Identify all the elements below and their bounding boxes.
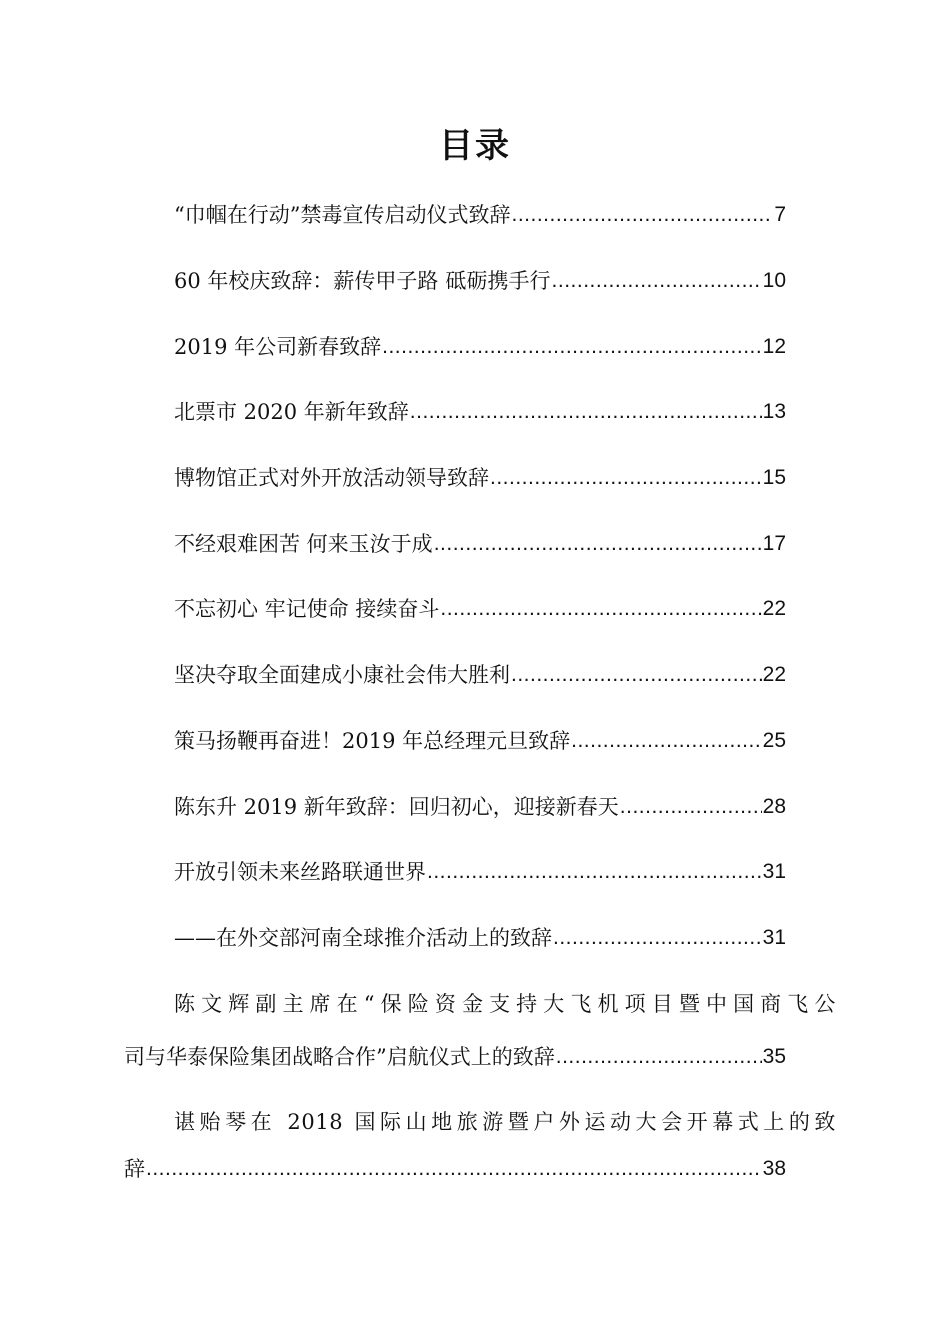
toc-page-number: 22 [762,597,786,620]
toc-page-number: 7 [774,203,786,226]
toc-entry-title-line2: 司与华泰保险集团战略合作”启航仪式上的致辞 [124,1045,555,1069]
toc-page-number: 35 [762,1045,786,1068]
toc-page-number: 17 [762,532,786,555]
toc-page-number: 10 [762,269,786,292]
toc-entry[interactable] [124,1152,786,1186]
leader-dots [410,395,762,429]
toc-entry[interactable] [124,1040,786,1074]
toc-page-number: 38 [762,1157,786,1180]
toc-page-number: 31 [762,926,786,949]
leader-dots [556,1040,762,1074]
leader-dots [434,527,762,561]
leader-dots [427,855,762,889]
toc-entry-title: 博物馆正式对外开放活动领导致辞 [174,466,489,490]
page-title: 目录 [439,126,511,166]
leader-dots [620,790,762,824]
toc-entry-title: 2019 年公司新春致辞 [174,335,382,359]
toc-entry-title: 陈东升 2019 新年致辞：回归初心，迎接新春天 [174,795,619,819]
toc-entry-title-line1[interactable]: 谌贻琴在 2018 国际山地旅游暨户外运动大会开幕式上的致 [174,1110,836,1134]
toc-entry-title: 不经艰难困苦 何来玉汝于成 [174,532,433,556]
toc-entry-title-continued: 砥砺携手行 [445,269,551,293]
toc-entry[interactable] [174,790,786,824]
leader-dots [511,198,773,232]
toc-entry[interactable] [174,527,786,561]
toc-entry-title: 60 年校庆致辞：薪传甲子路 [174,269,439,293]
leader-dots [440,592,761,626]
toc-page-number: 22 [762,663,786,686]
toc-entry-title: “巾帼在行动”禁毒宣传启动仪式致辞 [174,203,511,227]
toc-entry[interactable] [174,921,786,955]
toc-entry-title-line2: 辞 [124,1157,145,1181]
toc-entry-title: 不忘初心 牢记使命 接续奋斗 [174,597,440,621]
toc-page-number: 25 [762,729,786,752]
toc-entry-title: 坚决夺取全面建成小康社会伟大胜利 [174,663,510,687]
toc-entry[interactable] [174,658,786,692]
leader-dots [146,1152,762,1186]
leader-dots [553,921,762,955]
toc-entry-title: ——在外交部河南全球推介活动上的致辞 [174,926,552,950]
toc-entry-title: 策马扬鞭再奋进！2019 年总经理元旦致辞 [174,729,571,753]
toc-entry[interactable] [174,592,786,626]
toc-page-number: 15 [762,466,786,489]
leader-dots [511,658,762,692]
toc-entry[interactable] [174,724,786,758]
toc-entry[interactable] [174,395,786,429]
toc-entry-title: 北票市 2020 年新年致辞 [174,400,409,424]
leader-dots [382,330,762,364]
toc-page-number: 12 [762,335,786,358]
toc-entry[interactable] [174,264,786,298]
leader-dots [571,724,762,758]
toc-entry[interactable] [174,461,786,495]
toc-page-number: 28 [762,795,786,818]
toc-page-number: 31 [762,860,786,883]
toc-entry-title: 开放引领未来丝路联通世界 [174,860,426,884]
toc-entry-title-line1[interactable]: 陈文辉副主席在“保险资金支持大飞机项目暨中国商飞公 [174,992,836,1016]
leader-dots [552,264,762,298]
leader-dots [490,461,762,495]
toc-entry[interactable] [174,855,786,889]
toc-page-number: 13 [762,400,786,423]
toc-entry[interactable] [174,198,786,232]
toc-entry[interactable] [174,330,786,364]
